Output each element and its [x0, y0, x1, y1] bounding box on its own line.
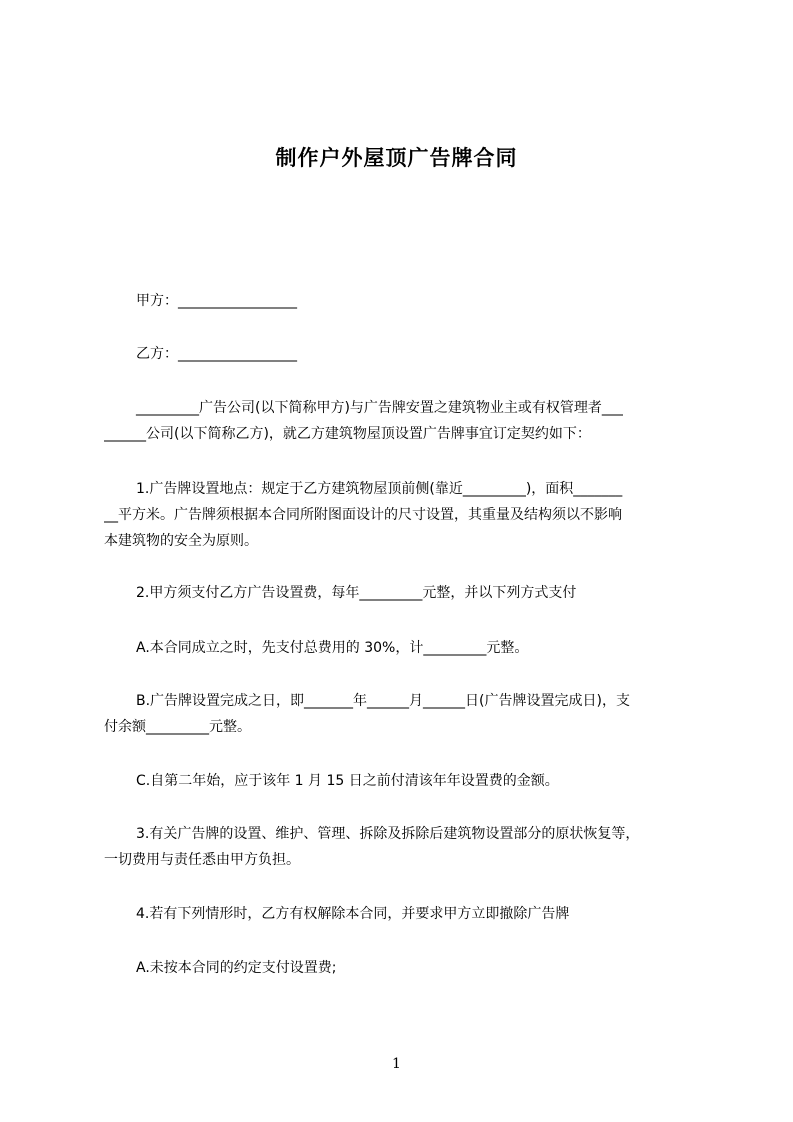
- clause-2c-text: C.自第二年始，应于该年 1 月 15 日之前付清该年年设置费的金额。: [136, 773, 559, 789]
- clause-3-line-2: 一切费用与责任悉由甲方负担。: [104, 852, 300, 868]
- party-b-text: 乙方：_________________: [136, 346, 297, 362]
- clause-2a-paragraph: [104, 635, 702, 661]
- clause-4a-text: A.未按本合同的约定支付设置费;: [136, 960, 337, 976]
- clause-1-line-3: 本建筑物的安全为原则。: [104, 533, 258, 549]
- clause-3-paragraph: [104, 821, 702, 873]
- clause-4a-paragraph: [104, 955, 702, 981]
- clause-2a-text: A.本合同成立之时，先支付总费用的 30%，计_________元整。: [136, 640, 529, 656]
- clause-2b-line-1: B.广告牌设置完成之日，即_______年______月______日(广告牌设置完成日)，支: [136, 693, 630, 709]
- clause-2c-paragraph: [104, 768, 702, 794]
- clause-2-paragraph: [104, 580, 702, 606]
- clause-4-text: 4.若有下列情形时，乙方有权解除本合同，并要求甲方立即撤除广告牌: [136, 906, 570, 922]
- clause-2b-paragraph: [104, 688, 702, 740]
- document-title: 制作户外屋顶广告牌合同: [275, 146, 518, 170]
- clause-4-paragraph: [104, 901, 702, 927]
- clause-2-text: 2.甲方须支付乙方广告设置费，每年_________元整，并以下列方式支付: [136, 585, 577, 601]
- clause-2b-line-2: 付余额_________元整。: [104, 719, 251, 735]
- intro-line-2: ______公司(以下简称乙方)，就乙方建筑物屋顶设置广告牌事宜订定契约如下：: [104, 426, 591, 442]
- clause-1-line-1: 1.广告牌设置地点：规定于乙方建筑物屋顶前侧(靠近_________)，面积_______: [136, 481, 623, 497]
- intro-line-1: _________广告公司(以下简称甲方)与广告牌安置之建筑物业主或有权管理者___: [136, 400, 623, 416]
- clause-1-paragraph: [104, 476, 702, 554]
- party-b-line: [104, 341, 702, 367]
- page-number: 1: [392, 1056, 401, 1072]
- clause-1-line-2: __平方米。广告牌须根据本合同所附图面设计的尺寸设置，其重量及结构须以不影响: [104, 507, 622, 523]
- party-a-text: 甲方：_________________: [136, 293, 297, 309]
- clause-3-line-1: 3.有关广告牌的设置、维护、管理、拆除及拆除后建筑物设置部分的原状恢复等，: [136, 826, 640, 842]
- party-a-line: [104, 288, 702, 314]
- intro-paragraph: [104, 395, 702, 447]
